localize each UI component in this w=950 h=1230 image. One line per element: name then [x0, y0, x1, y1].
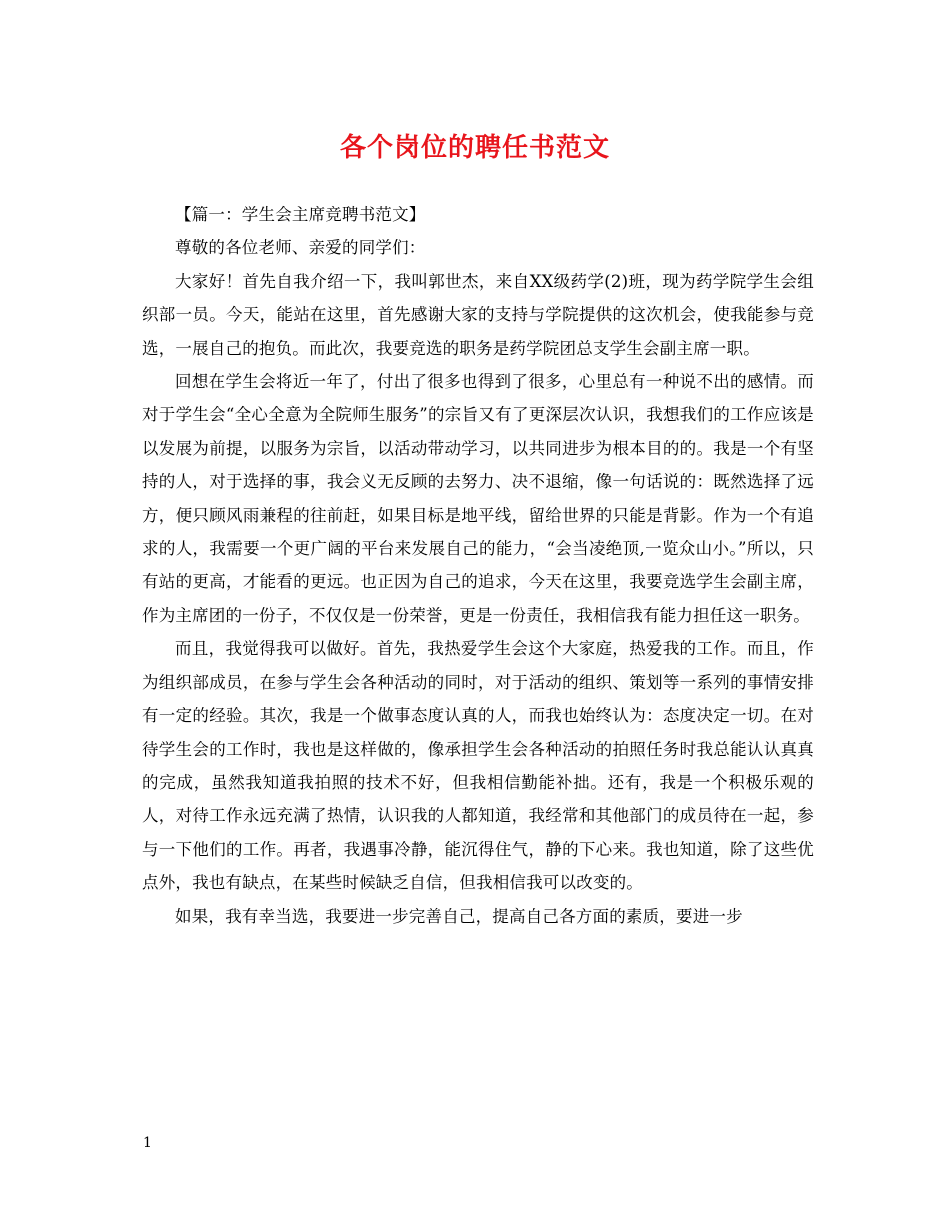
document-body	[142, 198, 814, 933]
paragraph: 回想在学生会将近一年了，付出了很多也得到了很多，心里总有一种说不出的感情。而对于学生会“全心全意为全院师生服务”的宗旨又有了更深层次认识，我想我们的工作应该是以发展为前提，以服务为宗旨，以活动带动学习，以共同进步为根本目的的。我是一个有坚持的人，对于选择的事，我会义无反顾的去努力、决不退缩，像一句话说的：既然选择了远方，便只顾风雨兼程的往前赶，如果目标是地平线，留给世界的只能是背影。作为一个有追求的人，我需要一个更广阔的平台来发展自己的能力，“会当凌绝顶,一览众山小。”所以，只有站的更高，才能看的更远。也正因为自己的追求，今天在这里，我要竞选学生会副主席，作为主席团的一份子，不仅仅是一份荣誉，更是一份责任，我相信我有能力担任这一职务。	[142, 372, 814, 625]
salutation: 尊敬的各位老师、亲爱的同学们：	[175, 238, 426, 258]
paragraph: 大家好！首先自我介绍一下，我叫郭世杰，来自XX级药学(2)班，现为药学院学生会组织部一员。今天，能站在这里，首先感谢大家的支持与学院提供的这次机会，使我能参与竞选，一展自己的抱负。而此次，我要竞选的职务是药学院团总支学生会副主席一职。	[142, 271, 814, 358]
section-heading: 【篇一：学生会主席竞聘书范文】	[175, 205, 426, 224]
paragraph: 而且，我觉得我可以做好。首先，我热爱学生会这个大家庭，热爱我的工作。而且，作为组织部成员，在参与学生会各种活动的同时，对于活动的组织、策划等一系列的事情安排有一定的经验。其次，我是一个做事态度认真的人，而我也始终认为：态度决定一切。在对待学生会的工作时，我也是这样做的，像承担学生会各种活动的拍照任务时我总能认认真真的完成，虽然我知道我拍照的技术不好，但我相信勤能补拙。还有，我是一个积极乐观的人，对待工作永远充满了热情，认识我的人都知道，我经常和其他部门的成员待在一起，参与一下他们的工作。再者，我遇事冷静，能沉得住气，静的下心来。我也知道，除了这些优点外，我也有缺点，在某些时候缺乏自信，但我相信我可以改变的。	[142, 639, 814, 893]
page-number: 1	[143, 1135, 152, 1151]
paragraph: 如果，我有幸当选，我要进一步完善自己，提高自己各方面的素质，要进一步	[175, 906, 743, 926]
document-title: 各个岗位的聘任书范文	[339, 133, 610, 163]
